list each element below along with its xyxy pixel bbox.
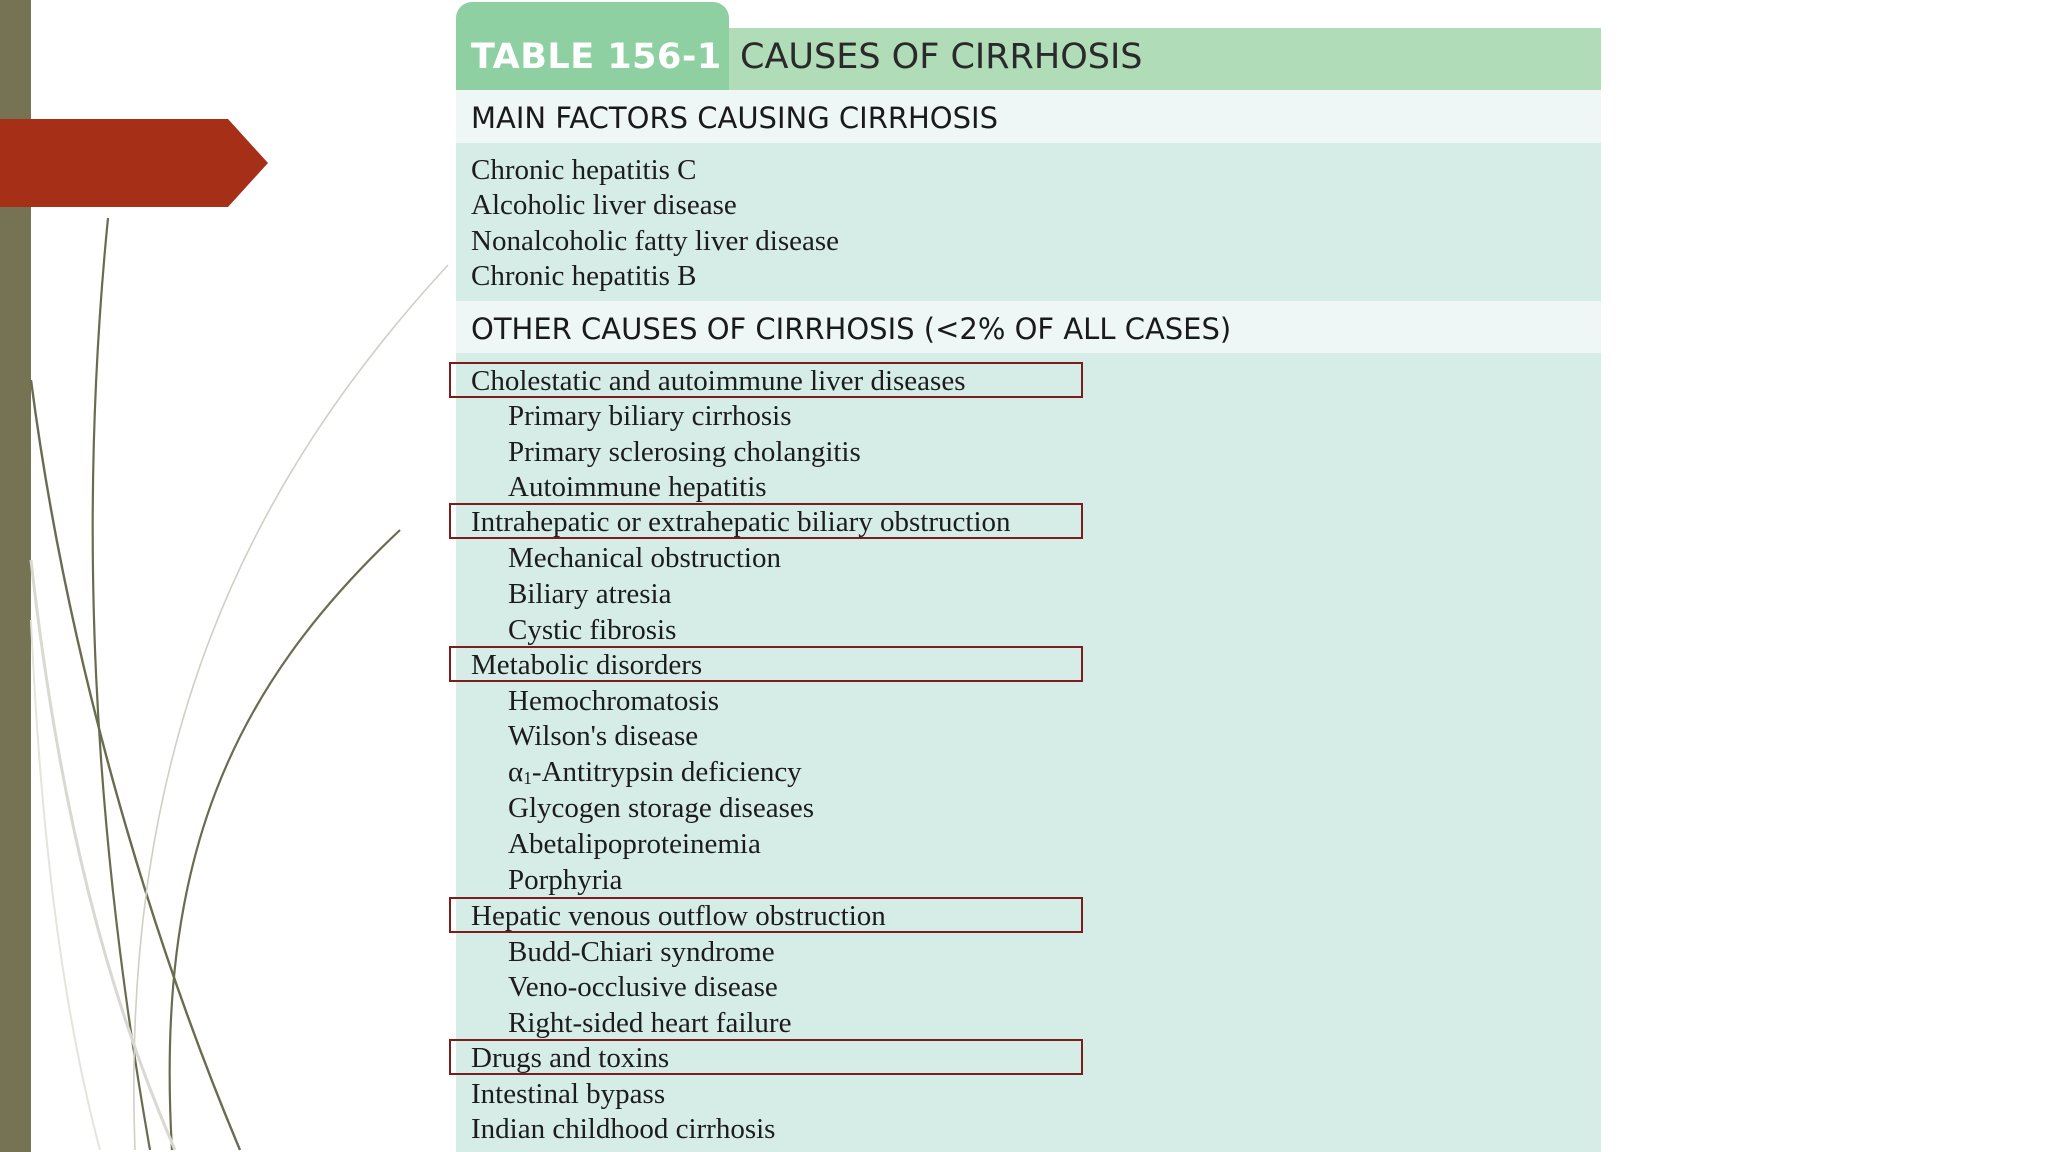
- main-item: Alcoholic liver disease: [471, 189, 737, 221]
- category-item: Right-sided heart failure: [508, 1007, 792, 1039]
- table-number: TABLE 156-1: [471, 37, 722, 77]
- category-item: Mechanical obstruction: [508, 542, 781, 574]
- main-item: Chronic hepatitis B: [471, 260, 697, 292]
- main-item: Nonalcoholic fatty liver disease: [471, 225, 840, 257]
- main-item: Chronic hepatitis C: [471, 154, 697, 186]
- category-item: Hemochromatosis: [508, 685, 720, 717]
- trailing-item: Intestinal bypass: [471, 1078, 666, 1110]
- alpha-subscript: 1: [523, 768, 532, 788]
- other-causes-header: OTHER CAUSES OF CIRRHOSIS (<2% OF ALL CASES): [456, 301, 1601, 353]
- category-label: Intrahepatic or extrahepatic biliary obstruction: [471, 506, 1011, 538]
- red-arrow-shape: [0, 119, 270, 207]
- category-item: Biliary atresia: [508, 578, 672, 610]
- main-factors-header: MAIN FACTORS CAUSING CIRRHOSIS: [456, 90, 1601, 143]
- category-label: Drugs and toxins: [471, 1042, 670, 1074]
- cirrhosis-causes-table: [456, 0, 1601, 1152]
- category-label: Cholestatic and autoimmune liver diseases: [471, 365, 966, 397]
- category-item: Cystic fibrosis: [508, 614, 677, 646]
- trailing-item: Indian childhood cirrhosis: [471, 1113, 776, 1145]
- alpha-symbol: α: [508, 756, 524, 788]
- category-item: Budd-Chiari syndrome: [508, 936, 775, 968]
- category-item: Glycogen storage diseases: [508, 792, 815, 824]
- category-label: Metabolic disorders: [471, 649, 703, 681]
- category-label: Hepatic venous outflow obstruction: [471, 900, 886, 932]
- category-item: Primary sclerosing cholangitis: [508, 436, 861, 468]
- table-title: CAUSES OF CIRRHOSIS: [740, 37, 1143, 77]
- category-item: Wilson's disease: [508, 720, 699, 752]
- category-item: Abetalipoproteinemia: [508, 828, 761, 860]
- category-item: Autoimmune hepatitis: [508, 471, 767, 503]
- category-item: Porphyria: [508, 864, 623, 896]
- category-item-text: -Antitrypsin deficiency: [531, 756, 802, 788]
- category-item: Veno-occlusive disease: [508, 971, 778, 1003]
- category-item: Primary biliary cirrhosis: [508, 400, 792, 432]
